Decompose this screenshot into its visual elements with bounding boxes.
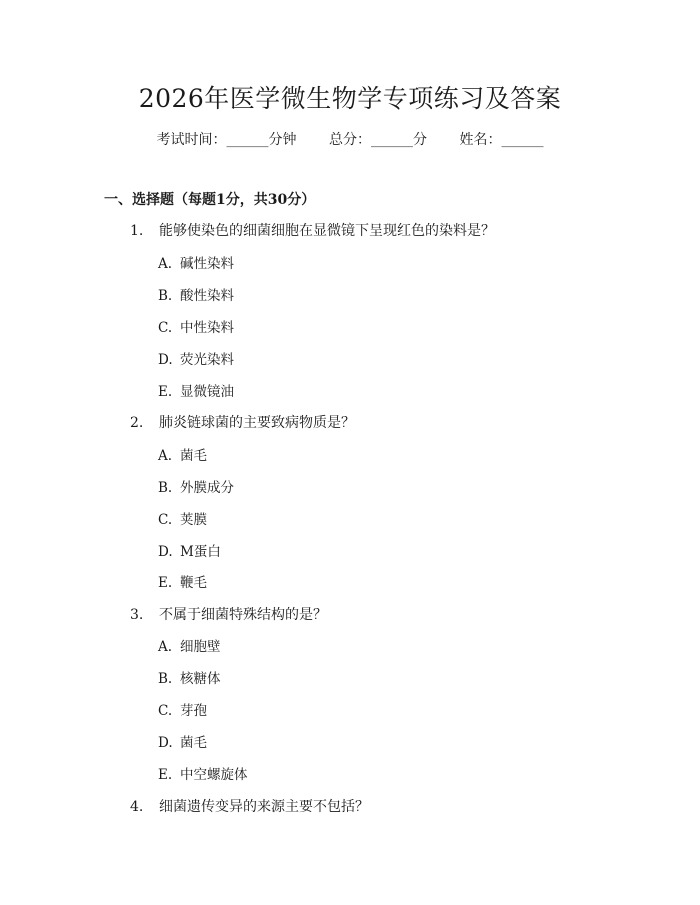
option-item bbox=[158, 382, 234, 402]
question-number: 2. bbox=[130, 415, 144, 431]
option-text: 核糖体 bbox=[180, 671, 221, 687]
question-1 bbox=[130, 221, 495, 241]
option-item bbox=[158, 254, 234, 274]
question-text: 肺炎链球菌的主要致病物质是？ bbox=[159, 415, 355, 431]
option-text: 鞭毛 bbox=[180, 575, 207, 591]
question-text: 细菌遗传变异的来源主要不包括？ bbox=[159, 799, 369, 815]
question-text: 能够使染色的细菌细胞在显微镜下呈现红色的染料是？ bbox=[159, 223, 495, 239]
option-text: 碱性染料 bbox=[180, 256, 234, 272]
question-2 bbox=[130, 413, 355, 433]
option-item bbox=[158, 542, 221, 562]
option-text: 中空螺旋体 bbox=[180, 767, 248, 783]
option-text: M蛋白 bbox=[180, 544, 221, 560]
option-text: 显微镜油 bbox=[180, 384, 234, 400]
option-item bbox=[158, 478, 234, 498]
option-letter: E. bbox=[158, 384, 173, 400]
total-score-field: 总分：______分 bbox=[329, 132, 427, 148]
option-text: 细胞壁 bbox=[180, 639, 221, 655]
exam-info bbox=[0, 130, 700, 150]
option-letter: C. bbox=[158, 703, 173, 719]
question-number: 4. bbox=[130, 799, 144, 815]
question-3 bbox=[130, 605, 327, 625]
question-text: 不属于细菌特殊结构的是？ bbox=[159, 607, 327, 623]
option-text: 中性染料 bbox=[180, 320, 234, 336]
option-letter: A. bbox=[158, 256, 173, 272]
option-item bbox=[158, 733, 207, 753]
option-text: 荚膜 bbox=[180, 512, 207, 528]
option-letter: B. bbox=[158, 480, 173, 496]
option-letter: A. bbox=[158, 639, 173, 655]
option-item bbox=[158, 669, 221, 689]
option-letter: C. bbox=[158, 320, 173, 336]
option-item bbox=[158, 286, 234, 306]
option-item bbox=[158, 350, 234, 370]
option-letter: A. bbox=[158, 448, 173, 464]
option-item bbox=[158, 510, 207, 530]
option-letter: E. bbox=[158, 575, 173, 591]
option-text: 荧光染料 bbox=[180, 352, 234, 368]
option-letter: D. bbox=[158, 544, 173, 560]
option-text: 酸性染料 bbox=[180, 288, 234, 304]
option-letter: B. bbox=[158, 671, 173, 687]
option-letter: B. bbox=[158, 288, 173, 304]
exam-time-field: 考试时间：______分钟 bbox=[156, 132, 297, 148]
option-text: 外膜成分 bbox=[180, 480, 234, 496]
document-title: 2026年医学微生物学专项练习及答案 bbox=[138, 84, 562, 113]
option-letter: E. bbox=[158, 767, 173, 783]
option-item bbox=[158, 573, 207, 593]
option-letter: D. bbox=[158, 352, 173, 368]
option-text: 菌毛 bbox=[180, 735, 207, 751]
option-text: 菌毛 bbox=[180, 448, 207, 464]
question-number: 3. bbox=[130, 607, 144, 623]
option-letter: C. bbox=[158, 512, 173, 528]
question-number: 1. bbox=[130, 223, 144, 239]
option-text: 芽孢 bbox=[180, 703, 207, 719]
option-letter: D. bbox=[158, 735, 173, 751]
option-item bbox=[158, 637, 221, 657]
option-item bbox=[158, 765, 248, 785]
option-item bbox=[158, 701, 207, 721]
section-heading: 一、选择题（每题1分，共30分） bbox=[104, 192, 316, 208]
question-4 bbox=[130, 797, 369, 817]
option-item bbox=[158, 318, 234, 338]
option-item bbox=[158, 446, 207, 466]
name-field: 姓名：______ bbox=[459, 132, 544, 148]
